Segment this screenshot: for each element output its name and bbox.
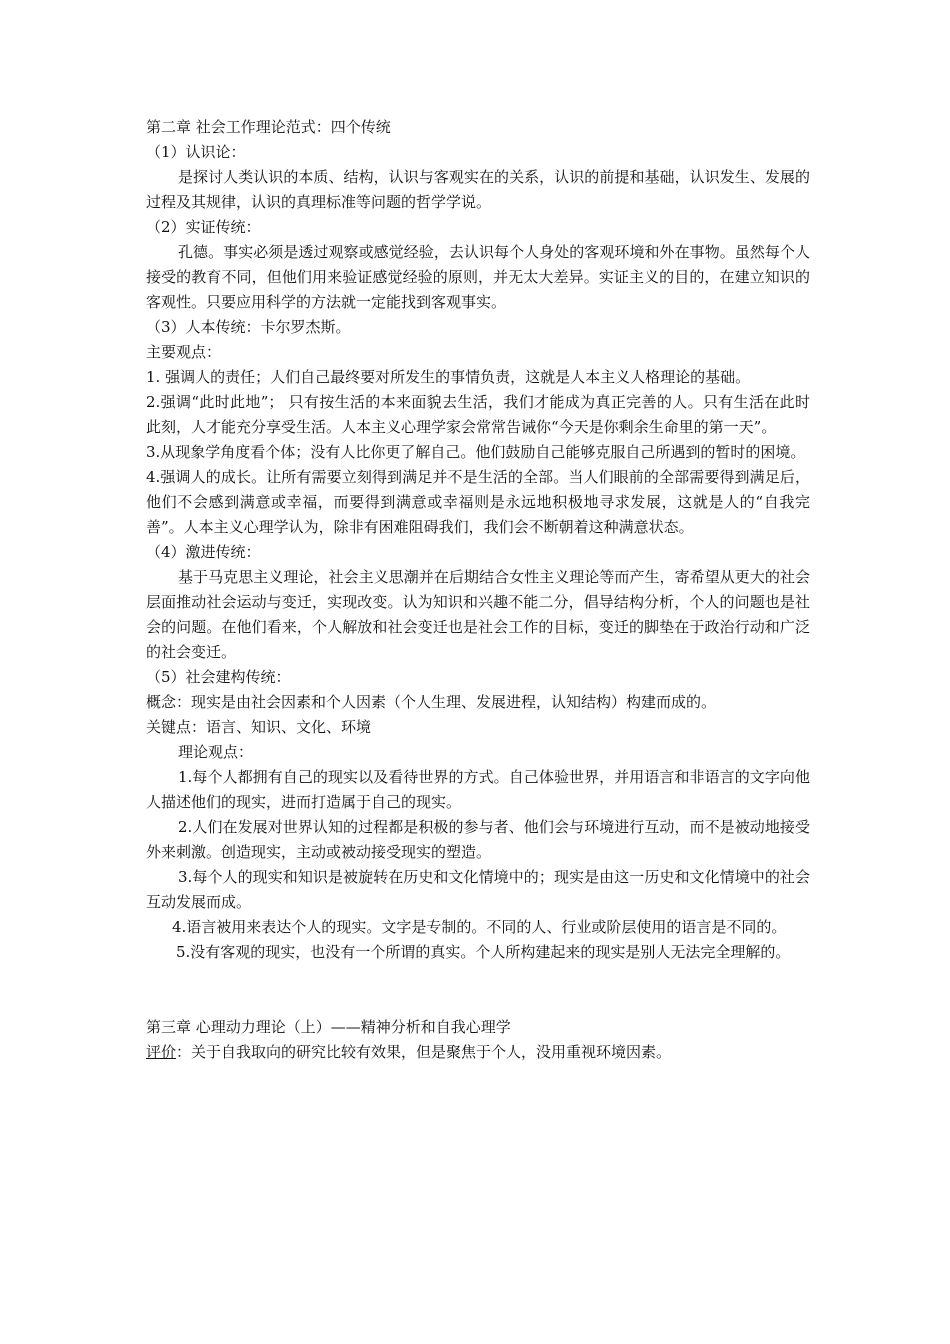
point-3: 3.从现象学角度看个体；没有人比你更了解自己。他们鼓励自己能够克服自己所遇到的暂时的困境。 bbox=[146, 443, 806, 461]
section2-heading: （2）实证传统： bbox=[146, 218, 261, 236]
concept-line: 概念：现实是由社会因素和个人因素（个人生理、发展进程，认知结构）构建而成的。 bbox=[146, 693, 717, 711]
section-gap bbox=[146, 965, 810, 1015]
main-points-label: 主要观点： bbox=[146, 343, 222, 361]
section3-heading: （3）人本传统：卡尔罗杰斯。 bbox=[146, 318, 351, 336]
evaluation-text: ：关于自我取向的研究比较有效果，但是聚焦于个人，没用重视环境因素。 bbox=[176, 1043, 672, 1061]
evaluation-label: 评价 bbox=[146, 1043, 177, 1061]
keypoints-line: 关键点：语言、知识、文化、环境 bbox=[146, 718, 372, 736]
section4-heading: （4）激进传统： bbox=[146, 543, 261, 561]
section2-body: 孔德。事实必须是透过观察或感觉经验，去认识每个人身处的客观环境和外在事物。虽然每个人接受的教育不同，但他们用来验证感觉经验的原则，并无太大差异。实证主义的目的，在建立知识的客观性。只要应用科学的方法就一定能找到客观事实。 bbox=[146, 243, 810, 311]
document-body bbox=[146, 115, 810, 1065]
point-1: 1. 强调人的责任；人们自己最终要对所发生的事情负责，这就是人本主义人格理论的基础。 bbox=[146, 368, 751, 386]
chapter2-title: 第二章 社会工作理论范式：四个传统 bbox=[146, 118, 391, 136]
evaluation-line bbox=[146, 1040, 810, 1065]
theory-point-3: 3.每个人的现实和知识是被旋转在历史和文化情境中的；现实是由这一历史和文化情境中的社会互动发展而成。 bbox=[146, 868, 810, 911]
section5-heading: （5）社会建构传统： bbox=[146, 668, 291, 686]
section4-body: 基于马克思主义理论，社会主义思潮并在后期结合女性主义理论等而产生，寄希望从更大的社会层面推动社会运动与变迁，实现改变。认为知识和兴趣不能二分，倡导结构分析，个人的问题也是社会的问题。在他们看来，个人解放和社会变迁也是社会工作的目标，变迁的脚垫在于政治行动和广泛的社会变迁。 bbox=[146, 568, 810, 661]
section1-body: 是探讨人类认识的本质、结构，认识与客观实在的关系，认识的前提和基础，认识发生、发展的过程及其规律，认识的真理标准等问题的哲学学说。 bbox=[146, 168, 810, 211]
theory-point-2: 2.人们在发展对世界认知的过程都是积极的参与者、他们会与环境进行互动，而不是被动地接受外来刺激。创造现实，主动或被动接受现实的塑造。 bbox=[146, 818, 810, 861]
theory-point-4: 4.语言被用来表达个人的现实。文字是专制的。不同的人、行业或阶层使用的语言是不同的。 bbox=[172, 918, 787, 936]
point-4: 4.强调人的成长。让所有需要立刻得到满足并不是生活的全部。当人们眼前的全部需要得到满足后，他们不会感到满意或幸福，而要得到满意或幸福则是永远地积极地寻求发展，这就是人的“自我完善”。人本主义心理学认为，除非有困难阻碍我们，我们会不断朝着这种满意状态。 bbox=[146, 468, 810, 536]
theory-heading: 理论观点： bbox=[178, 743, 254, 761]
theory-point-5: 5.没有客观的现实，也没有一个所谓的真实。个人所构建起来的现实是别人无法完全理解的。 bbox=[176, 943, 791, 961]
point-2: 2.强调“此时此地”； 只有按生活的本来面貌去生活，我们才能成为真正完善的人。只有生活在此时此刻，人才能充分享受生活。人本主义心理学家会常常告诫你“今天是你剩余生命里的第一天”。 bbox=[146, 393, 810, 436]
section1-heading: （1）认识论： bbox=[146, 143, 246, 161]
chapter3-title: 第三章 心理动力理论（上）——精神分析和自我心理学 bbox=[146, 1018, 511, 1036]
theory-point-1: 1.每个人都拥有自己的现实以及看待世界的方式。自己体验世界，并用语言和非语言的文字向他人描述他们的现实，进而打造属于自己的现实。 bbox=[146, 768, 810, 811]
